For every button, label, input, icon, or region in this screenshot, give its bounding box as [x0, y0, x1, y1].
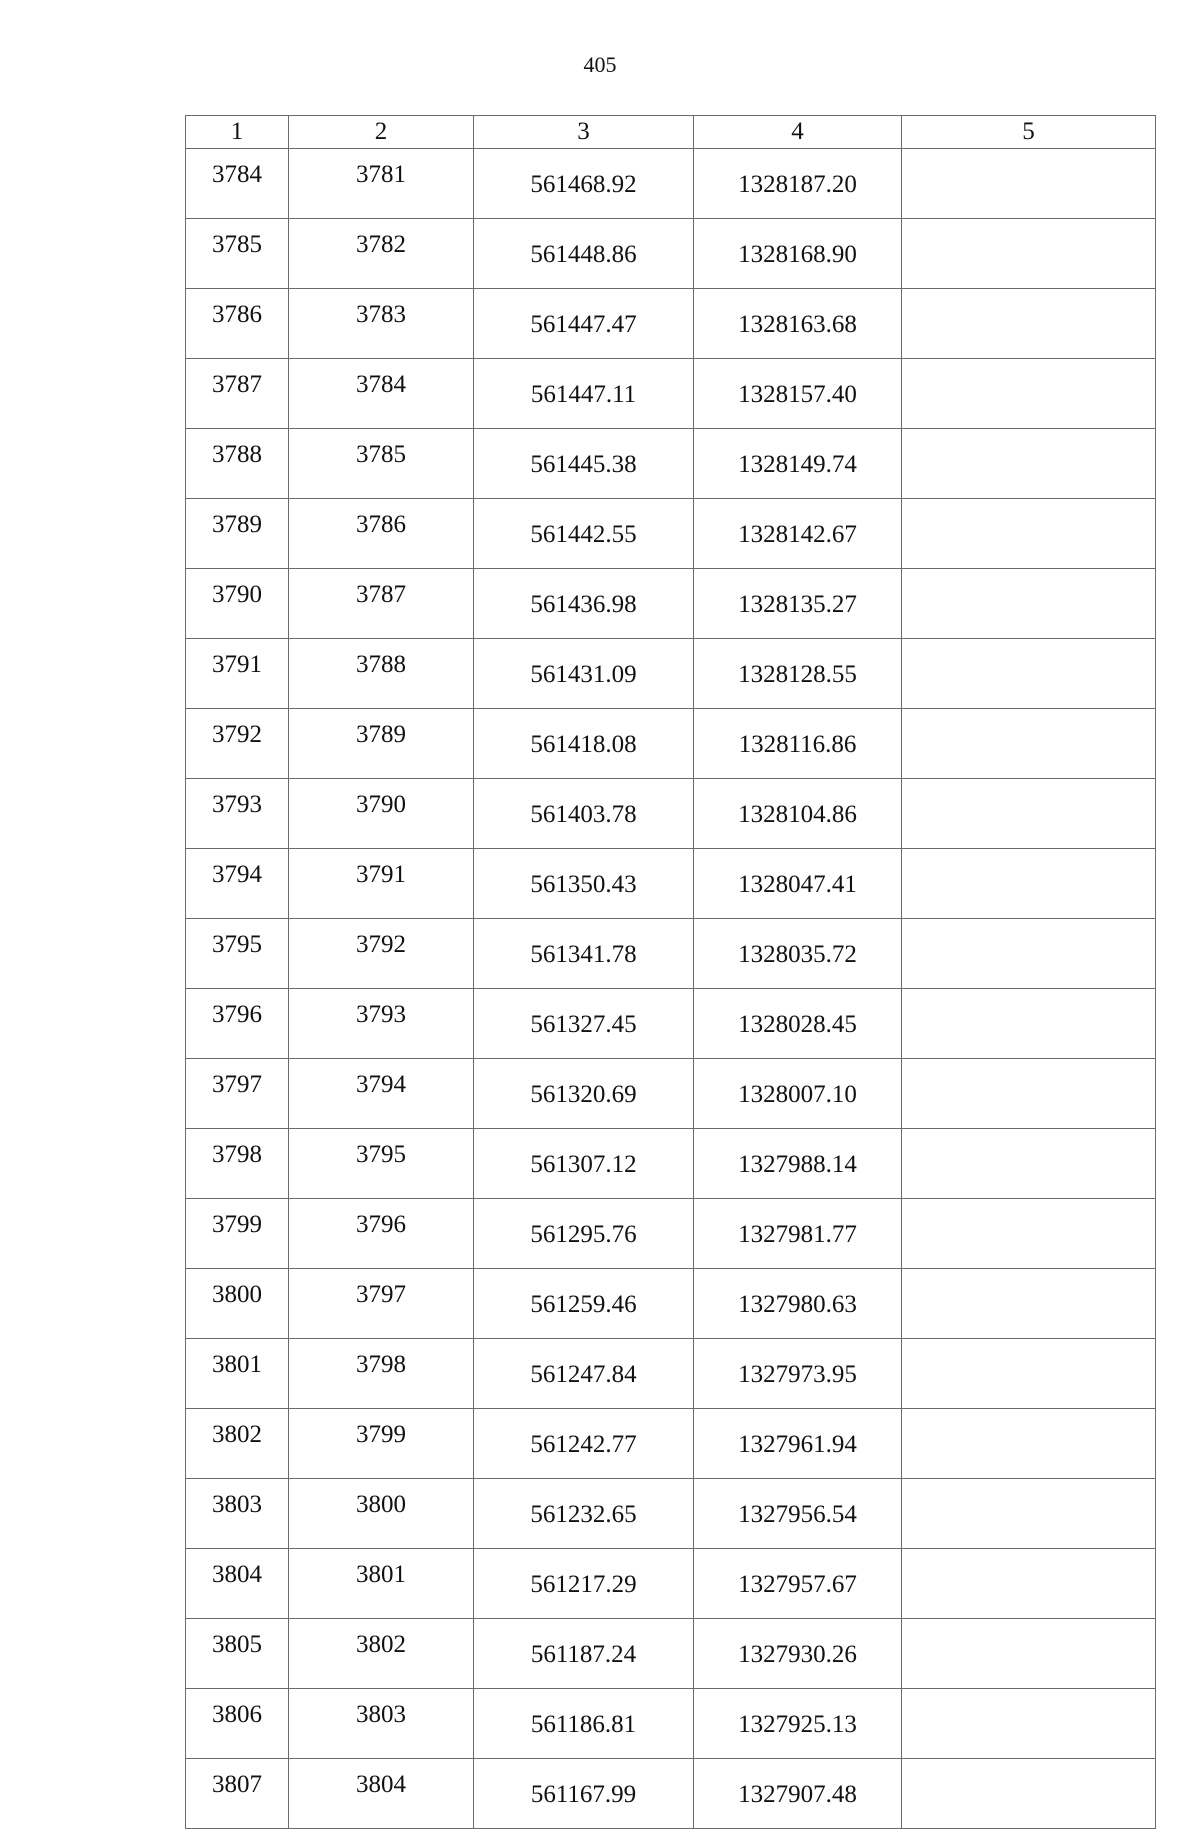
table-cell-col-1: 3795 [186, 919, 289, 989]
table-cell-col-3: 561232.65 [474, 1479, 694, 1549]
table-cell-col-1: 3797 [186, 1059, 289, 1129]
table-cell-col-1: 3805 [186, 1619, 289, 1689]
table-cell-col-3: 561247.84 [474, 1339, 694, 1409]
table-cell-col-3: 561431.09 [474, 639, 694, 709]
table-cell-col-4: 1328104.86 [694, 779, 902, 849]
table-cell-col-4: 1328149.74 [694, 429, 902, 499]
table-cell-col-4: 1327907.48 [694, 1759, 902, 1829]
table-row [186, 429, 1156, 499]
table-cell-col-4: 1328168.90 [694, 219, 902, 289]
table-cell-col-2: 3791 [289, 849, 474, 919]
table-cell-col-4: 1327988.14 [694, 1129, 902, 1199]
table-row [186, 569, 1156, 639]
table-cell-col-2: 3796 [289, 1199, 474, 1269]
table-row [186, 149, 1156, 219]
table-row [186, 219, 1156, 289]
table-cell-col-3: 561307.12 [474, 1129, 694, 1199]
table-cell-col-5 [902, 1199, 1156, 1269]
table-cell-col-3: 561341.78 [474, 919, 694, 989]
table-cell-col-2: 3802 [289, 1619, 474, 1689]
table-cell-col-2: 3781 [289, 149, 474, 219]
table-row [186, 849, 1156, 919]
table-row [186, 989, 1156, 1059]
table-cell-col-5 [902, 219, 1156, 289]
table-cell-col-3: 561448.86 [474, 219, 694, 289]
table-cell-col-5 [902, 1479, 1156, 1549]
table-cell-col-1: 3789 [186, 499, 289, 569]
table-cell-col-5 [902, 1759, 1156, 1829]
table-cell-col-2: 3795 [289, 1129, 474, 1199]
table-cell-col-5 [902, 779, 1156, 849]
header-row [186, 116, 1156, 149]
table-cell-col-5 [902, 1689, 1156, 1759]
table-row [186, 919, 1156, 989]
table-cell-col-4: 1328187.20 [694, 149, 902, 219]
table-cell-col-5 [902, 289, 1156, 359]
table-body [186, 149, 1156, 1829]
table-cell-col-3: 561217.29 [474, 1549, 694, 1619]
table-row [186, 289, 1156, 359]
table-cell-col-4: 1327980.63 [694, 1269, 902, 1339]
table-cell-col-5 [902, 1339, 1156, 1409]
table-cell-col-2: 3790 [289, 779, 474, 849]
table-cell-col-5 [902, 849, 1156, 919]
table-row [186, 779, 1156, 849]
table-cell-col-3: 561447.11 [474, 359, 694, 429]
table-cell-col-1: 3800 [186, 1269, 289, 1339]
table-cell-col-3: 561327.45 [474, 989, 694, 1059]
table-cell-col-3: 561418.08 [474, 709, 694, 779]
table-cell-col-1: 3801 [186, 1339, 289, 1409]
table-cell-col-4: 1328142.67 [694, 499, 902, 569]
table-row [186, 639, 1156, 709]
table-cell-col-4: 1328128.55 [694, 639, 902, 709]
table-cell-col-5 [902, 429, 1156, 499]
table-cell-col-3: 561295.76 [474, 1199, 694, 1269]
column-header-3: 3 [474, 116, 694, 149]
table-cell-col-2: 3799 [289, 1409, 474, 1479]
table-cell-col-1: 3799 [186, 1199, 289, 1269]
column-header-2: 2 [289, 116, 474, 149]
table-cell-col-5 [902, 639, 1156, 709]
table-row [186, 1689, 1156, 1759]
table-cell-col-2: 3801 [289, 1549, 474, 1619]
table-cell-col-5 [902, 1619, 1156, 1689]
table-cell-col-5 [902, 359, 1156, 429]
table-cell-col-5 [902, 1059, 1156, 1129]
table-cell-col-1: 3807 [186, 1759, 289, 1829]
table-cell-col-5 [902, 1129, 1156, 1199]
column-header-4: 4 [694, 116, 902, 149]
table-cell-col-2: 3783 [289, 289, 474, 359]
table-cell-col-4: 1327973.95 [694, 1339, 902, 1409]
table-row [186, 1129, 1156, 1199]
table-cell-col-4: 1328047.41 [694, 849, 902, 919]
table-cell-col-4: 1328157.40 [694, 359, 902, 429]
table-cell-col-4: 1327956.54 [694, 1479, 902, 1549]
table-cell-col-5 [902, 1409, 1156, 1479]
page-number: 405 [583, 52, 617, 77]
table-cell-col-5 [902, 709, 1156, 779]
table-cell-col-1: 3802 [186, 1409, 289, 1479]
table-cell-col-3: 561350.43 [474, 849, 694, 919]
table-cell-col-1: 3803 [186, 1479, 289, 1549]
table-cell-col-3: 561186.81 [474, 1689, 694, 1759]
table-row [186, 359, 1156, 429]
table-row [186, 709, 1156, 779]
table-row [186, 1269, 1156, 1339]
table-cell-col-2: 3782 [289, 219, 474, 289]
table-cell-col-2: 3789 [289, 709, 474, 779]
table-row [186, 1199, 1156, 1269]
coordinates-table [185, 115, 1156, 1829]
table-cell-col-5 [902, 1269, 1156, 1339]
table-cell-col-3: 561242.77 [474, 1409, 694, 1479]
table-cell-col-4: 1327957.67 [694, 1549, 902, 1619]
table-cell-col-4: 1328135.27 [694, 569, 902, 639]
table-cell-col-5 [902, 569, 1156, 639]
table-row [186, 1059, 1156, 1129]
table-cell-col-4: 1327981.77 [694, 1199, 902, 1269]
table-cell-col-1: 3784 [186, 149, 289, 219]
table-cell-col-4: 1328163.68 [694, 289, 902, 359]
table-cell-col-5 [902, 149, 1156, 219]
table-cell-col-4: 1327961.94 [694, 1409, 902, 1479]
table-cell-col-2: 3786 [289, 499, 474, 569]
table-row [186, 1759, 1156, 1829]
table-cell-col-1: 3787 [186, 359, 289, 429]
table-cell-col-1: 3794 [186, 849, 289, 919]
table-cell-col-2: 3803 [289, 1689, 474, 1759]
table-cell-col-3: 561259.46 [474, 1269, 694, 1339]
table-cell-col-4: 1327925.13 [694, 1689, 902, 1759]
table-cell-col-5 [902, 1549, 1156, 1619]
table-row [186, 499, 1156, 569]
table-cell-col-3: 561187.24 [474, 1619, 694, 1689]
table-cell-col-3: 561436.98 [474, 569, 694, 639]
table-cell-col-1: 3804 [186, 1549, 289, 1619]
table-cell-col-3: 561468.92 [474, 149, 694, 219]
table-cell-col-1: 3791 [186, 639, 289, 709]
table-row [186, 1619, 1156, 1689]
table-cell-col-4: 1328116.86 [694, 709, 902, 779]
table-cell-col-2: 3794 [289, 1059, 474, 1129]
table-cell-col-3: 561442.55 [474, 499, 694, 569]
table-cell-col-2: 3787 [289, 569, 474, 639]
table-cell-col-1: 3788 [186, 429, 289, 499]
table-cell-col-2: 3800 [289, 1479, 474, 1549]
table-cell-col-1: 3785 [186, 219, 289, 289]
table-cell-col-3: 561445.38 [474, 429, 694, 499]
table-row [186, 1339, 1156, 1409]
table-cell-col-1: 3790 [186, 569, 289, 639]
table-cell-col-5 [902, 919, 1156, 989]
column-header-5: 5 [902, 116, 1156, 149]
table-cell-col-1: 3793 [186, 779, 289, 849]
table-row [186, 1479, 1156, 1549]
table-row [186, 1549, 1156, 1619]
table-cell-col-3: 561403.78 [474, 779, 694, 849]
table-cell-col-4: 1327930.26 [694, 1619, 902, 1689]
table-cell-col-2: 3785 [289, 429, 474, 499]
table-cell-col-4: 1328035.72 [694, 919, 902, 989]
table-cell-col-2: 3788 [289, 639, 474, 709]
table-cell-col-3: 561447.47 [474, 289, 694, 359]
table-cell-col-1: 3786 [186, 289, 289, 359]
table-cell-col-4: 1328007.10 [694, 1059, 902, 1129]
table-cell-col-1: 3806 [186, 1689, 289, 1759]
table-cell-col-3: 561167.99 [474, 1759, 694, 1829]
table-cell-col-5 [902, 499, 1156, 569]
table-cell-col-3: 561320.69 [474, 1059, 694, 1129]
column-header-1: 1 [186, 116, 289, 149]
table-cell-col-1: 3796 [186, 989, 289, 1059]
table-cell-col-2: 3792 [289, 919, 474, 989]
table-row [186, 1409, 1156, 1479]
table-cell-col-1: 3792 [186, 709, 289, 779]
table-cell-col-2: 3804 [289, 1759, 474, 1829]
table-cell-col-5 [902, 989, 1156, 1059]
table-cell-col-1: 3798 [186, 1129, 289, 1199]
table-cell-col-2: 3797 [289, 1269, 474, 1339]
table-cell-col-2: 3784 [289, 359, 474, 429]
table-cell-col-2: 3793 [289, 989, 474, 1059]
table-cell-col-4: 1328028.45 [694, 989, 902, 1059]
table-cell-col-2: 3798 [289, 1339, 474, 1409]
